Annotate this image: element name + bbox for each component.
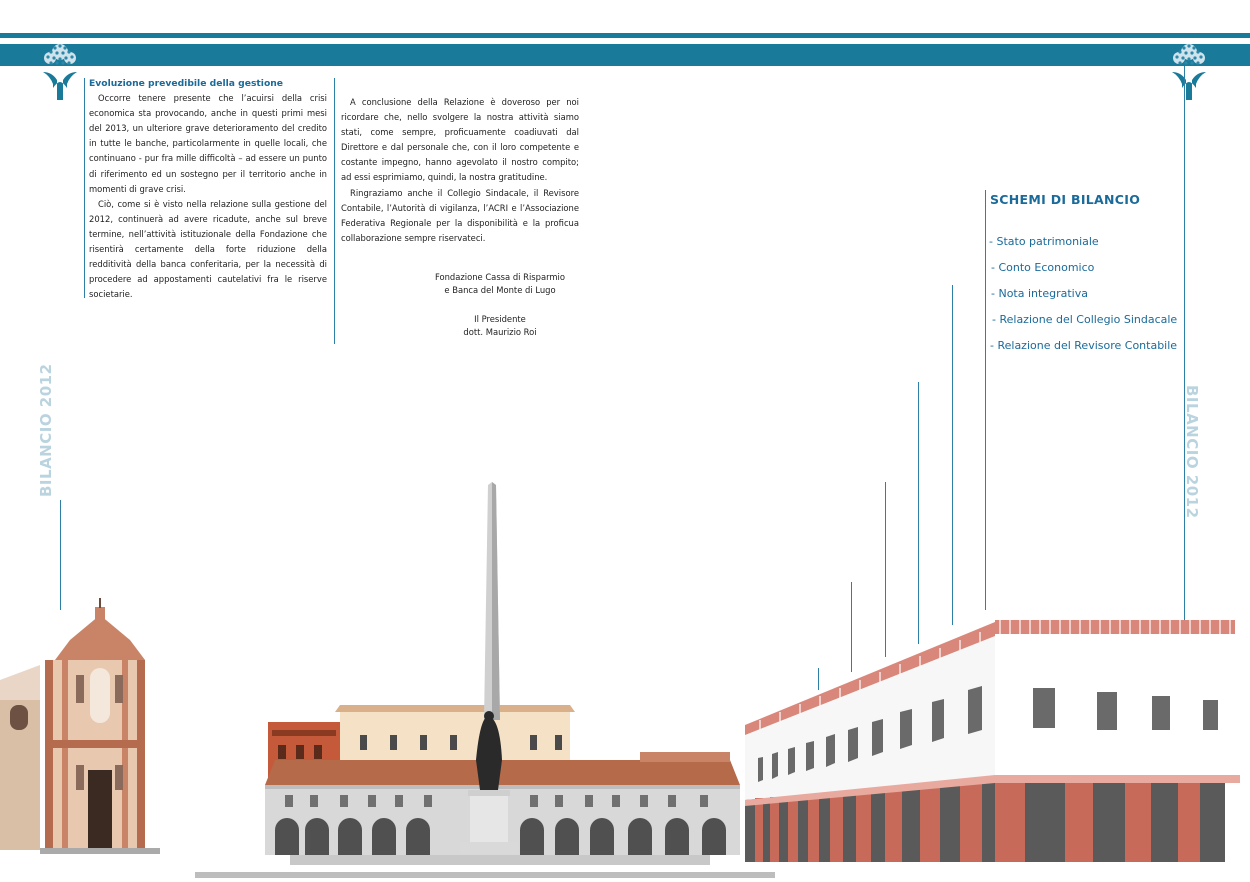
section-heading: Evoluzione prevedibile della gestione: [89, 78, 284, 89]
paragraph: Ciò, come si è visto nella relazione sulla gestione del 2012, continuerà ad avere ricadute, anche sul breve termine, nell’attività istituzionale della Fondazione che risentirà certamente della forte riduzione della redditività della banca conferitaria, per la necessità di procedere ad appostamenti cautelativi fra le riserve societarie.: [89, 198, 327, 300]
signature-name: dott. Maurizio Roi: [463, 327, 537, 337]
schemi-item-collegio-sindacale[interactable]: - Relazione del Collegio Sindacale: [992, 313, 1178, 326]
paragraph: Ringraziamo anche il Collegio Sindacale, il Revisore Contabile, l’Autorità di vigilanza, l’ACRI e l’Associazione Federativa Regionale per la disponibilità e la proficua collaborazione sempre riservateci.: [341, 187, 579, 243]
signature-role: Il Presidente: [474, 314, 526, 324]
side-title-left: BILANCIO 2012: [37, 363, 55, 497]
paragraph: Occorre tenere presente che l’acuirsi della crisi economica sta provocando, anche in questi primi mesi del 2013, un ulteriore grave deterioramento del credito in tutte le banche, particolarmente in quelle locali, che continuano - pur fra mille difficoltà – ad essere un punto di riferimento ed un sostegno per il territorio anche in momenti di grave crisi.: [89, 93, 327, 194]
signature-org-line: Fondazione Cassa di Risparmio: [434, 272, 566, 282]
signature-org-line: e Banca del Monte di Lugo: [444, 285, 556, 295]
church-illustration: [0, 598, 160, 854]
bank-building-illustration: [745, 620, 1240, 862]
schemi-item-stato-patrimoniale[interactable]: - Stato patrimoniale: [989, 235, 1099, 248]
schemi-item-conto-economico[interactable]: - Conto Economico: [991, 261, 1095, 274]
side-title-right: BILANCIO 2012: [1183, 385, 1201, 519]
schemi-title: SCHEMI DI BILANCIO: [990, 192, 1141, 207]
schemi-item-nota-integrativa[interactable]: - Nota integrativa: [991, 287, 1088, 300]
paragraph: A conclusione della Relazione è doveroso per noi ricordare che, nello svolgere la nostra attività siamo stati, come sempre, proficuamente coadiuvati dal Direttore e dal personale che, con il loro competente e costante impegno, hanno agevolato il nostro compito; ad essi esprimiamo, quindi, la nostra gratitudine.: [341, 97, 579, 183]
schemi-item-revisore-contabile[interactable]: - Relazione del Revisore Contabile: [990, 339, 1178, 352]
